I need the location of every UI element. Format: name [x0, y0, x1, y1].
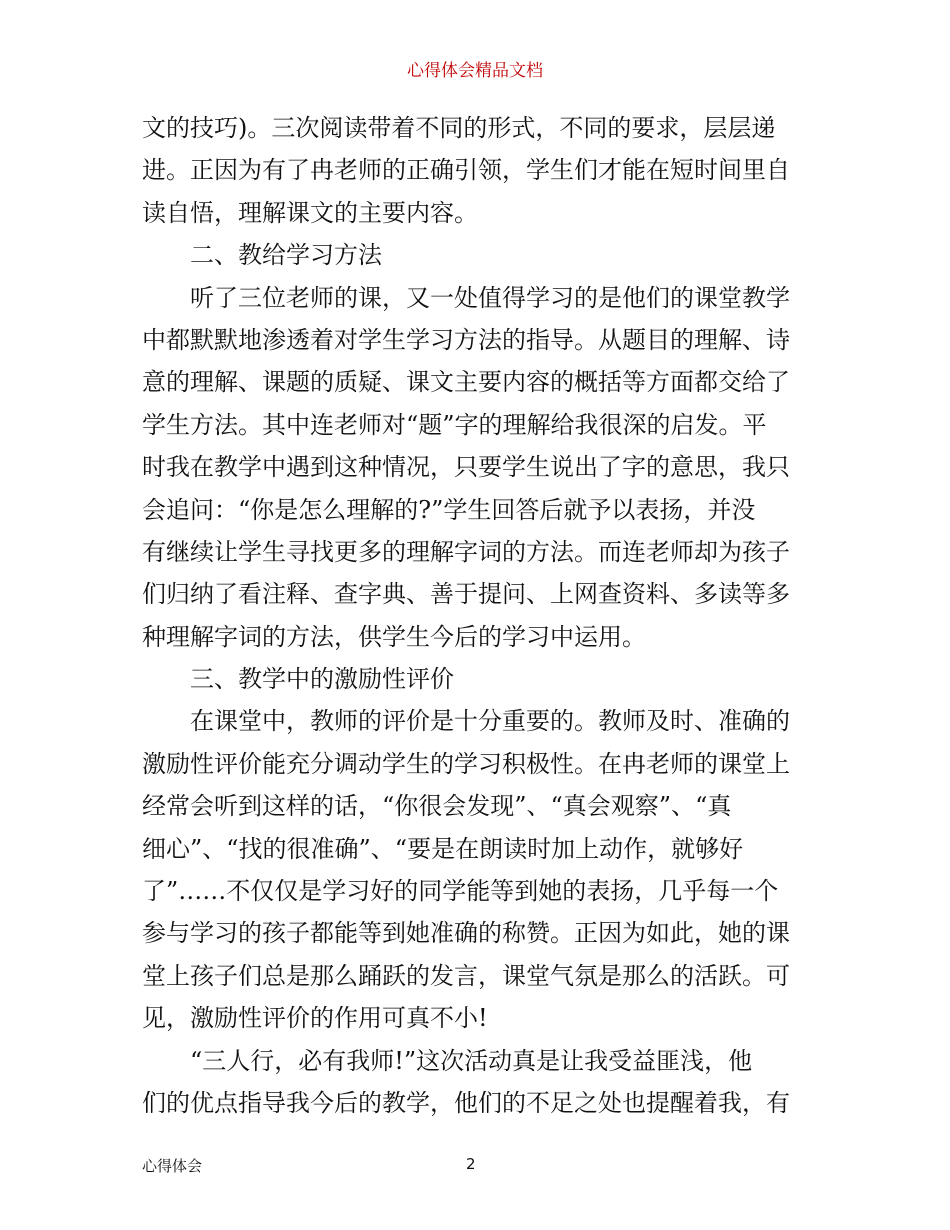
text-line: 见，激励性评价的作用可真不小! — [142, 1004, 488, 1033]
text-line: 了”……不仅仅是学习好的同学能等到她的表扬，几乎每一个 — [142, 877, 779, 906]
text-line: 会追问：“你是怎么理解的?”学生回答后就予以表扬，并没 — [142, 495, 756, 524]
text-line: 三、教学中的激励性评价 — [190, 665, 454, 694]
text-line: 意的理解、课题的质疑、课文主要内容的概括等方面都交给了 — [142, 368, 790, 397]
text-line: 种理解字词的方法，供学生今后的学习中运用。 — [142, 622, 646, 651]
body-text — [142, 107, 812, 1124]
text-line: 堂上孩子们总是那么踊跃的发言，课堂气氛是那么的活跃。可 — [142, 961, 790, 990]
text-line: 二、教给学习方法 — [190, 241, 382, 270]
text-line: 参与学习的孩子都能等到她准确的称赞。正因为如此，她的课 — [142, 919, 790, 948]
page-number: 2 — [466, 1155, 476, 1173]
text-line: 在课堂中，教师的评价是十分重要的。教师及时、准确的 — [190, 707, 790, 736]
text-line: 读自悟，理解课文的主要内容。 — [142, 198, 478, 227]
text-line: 细心”、“找的很准确”、“要是在朗读时加上动作，就够好 — [142, 834, 744, 863]
text-line: 们的优点指导我今后的教学，他们的不足之处也提醒着我，有 — [142, 1088, 790, 1117]
text-line: 经常会听到这样的话，“你很会发现”、“真会观察”、“真 — [142, 792, 732, 821]
text-line: 们归纳了看注释、查字典、善于提问、上网查资料、多读等多 — [142, 580, 790, 609]
text-line: 听了三位老师的课，又一处值得学习的是他们的课堂教学 — [190, 283, 790, 312]
text-line: 有继续让学生寻找更多的理解字词的方法。而连老师却为孩子 — [142, 537, 790, 566]
text-line: 进。正因为有了冉老师的正确引领，学生们才能在短时间里自 — [142, 156, 790, 185]
text-line: 中都默默地渗透着对学生学习方法的指导。从题目的理解、诗 — [142, 325, 790, 354]
text-line: 时我在教学中遇到这种情况，只要学生说出了字的意思，我只 — [142, 453, 790, 482]
header-title: 心得体会精品文档 — [407, 61, 543, 81]
text-line: “三人行，必有我师!”这次活动真是让我受益匪浅，他 — [190, 1046, 753, 1075]
footer-label: 心得体会 — [142, 1157, 203, 1175]
text-line: 激励性评价能充分调动学生的学习积极性。在冉老师的课堂上 — [142, 749, 790, 778]
text-line: 文的技巧)。三次阅读带着不同的形式，不同的要求，层层递 — [142, 114, 776, 142]
text-line: 学生方法。其中连老师对“题”字的理解给我很深的启发。平 — [142, 410, 767, 439]
